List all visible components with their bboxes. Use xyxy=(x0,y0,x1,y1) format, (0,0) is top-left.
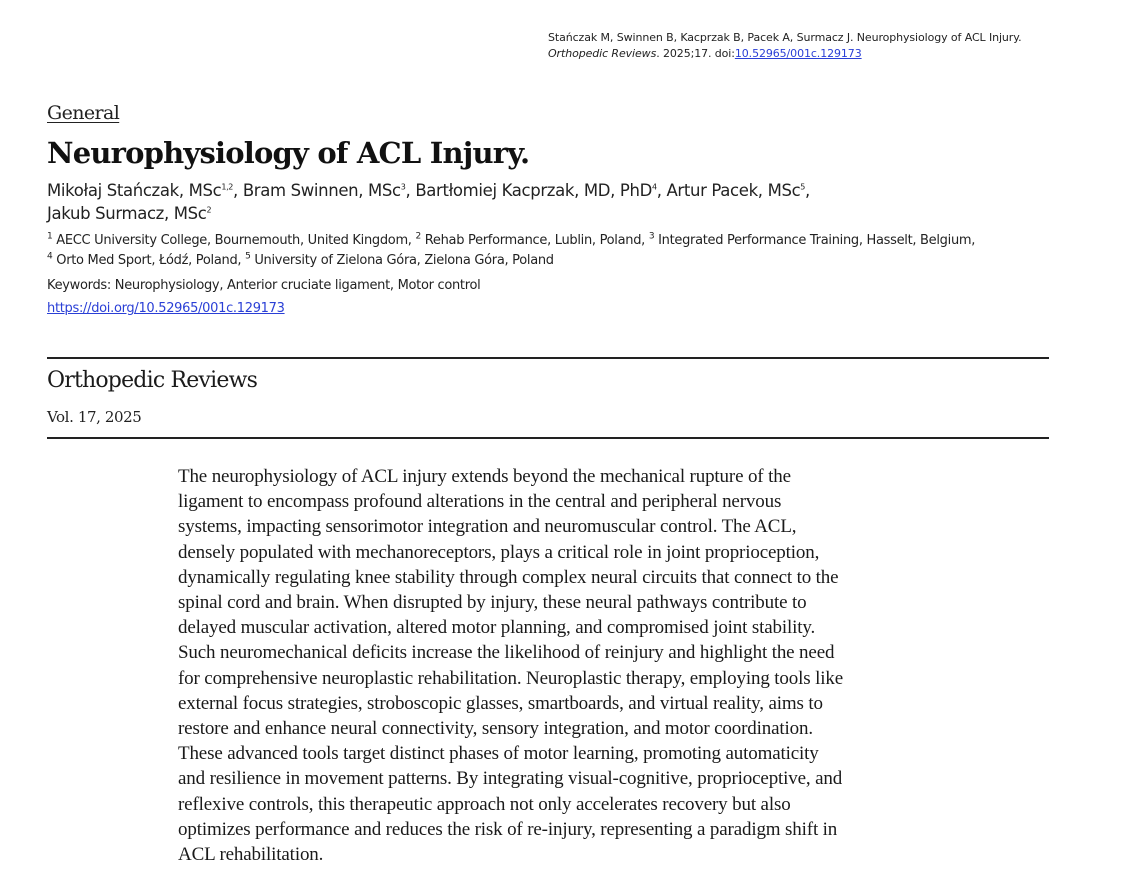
abstract-line: Such neuromechanical deficits increase the likelihood of reinjury and highlight the need xyxy=(178,642,835,664)
abstract-line: The neurophysiology of ACL injury extends beyond the mechanical rupture of the xyxy=(178,466,791,487)
citation-text: Stańczak M, Swinnen B, Kacprzak B, Pacek A, Surmacz J. Neurophysiology of ACL Injury. xyxy=(548,31,1022,44)
abstract xyxy=(178,464,938,867)
affiliation: $^2$ Rehab Performance, Lublin, Poland, xyxy=(415,231,649,248)
abstract-line: ACL rehabilitation. xyxy=(178,844,324,866)
abstract-line: restore and enhance neural connectivity, sensory integration, and motor coordination. xyxy=(178,718,813,740)
affiliation-list xyxy=(47,231,1057,271)
citation-doi-link[interactable]: 10.52965/001c.129173 xyxy=(734,47,862,60)
author: Bram Swinnen, MSc$^3$, xyxy=(242,181,416,200)
affiliation: $^3$ Integrated Performance Training, Hasselt, Belgium, xyxy=(648,231,976,248)
abstract-line: optimizes performance and reduces the risk of re-injury, representing a paradigm shift in xyxy=(178,818,838,840)
journal-name: Orthopedic Reviews xyxy=(47,368,258,393)
abstract-line: external focus strategies, stroboscopic glasses, smartboards, and virtual reality, aims to xyxy=(178,692,823,714)
divider-top xyxy=(47,357,1049,359)
author: Bartłomiej Kacprzak, MD, PhD$^4$, xyxy=(415,181,667,200)
running-head-citation xyxy=(548,30,1068,62)
article-title: Neurophysiology of ACL Injury. xyxy=(47,136,530,170)
article-header xyxy=(47,102,1057,317)
abstract-line: spinal cord and brain. When disrupted by injury, these neural pathways contribute to xyxy=(178,592,807,614)
keywords: Keywords: Neurophysiology, Anterior cruciate ligament, Motor control xyxy=(47,278,481,293)
affiliation: $^1$ AECC University College, Bournemouth, United Kingdom, xyxy=(47,231,416,248)
abstract-line: densely populated with mechanoreceptors, plays a critical role in joint proprioception, xyxy=(178,541,820,563)
citation-journal: Orthopedic Reviews xyxy=(548,47,657,60)
affiliation: $^4$ Orto Med Sport, Łódź, Poland, xyxy=(47,251,246,268)
author: Jakub Surmacz, MSc$^2$ xyxy=(47,204,212,223)
affiliation: $^5$ University of Zielona Góra, Zielona Góra, Poland xyxy=(245,251,554,268)
citation-journal-line xyxy=(548,46,1068,62)
author: Artur Pacek, MSc$^5$, xyxy=(666,181,810,200)
divider-bottom xyxy=(47,437,1049,439)
citation-details: . 2025;17. doi: xyxy=(656,47,735,60)
abstract-line: reflexive controls, this therapeutic approach not only accelerates recovery but also xyxy=(178,793,791,815)
abstract-line: ligament to encompass profound alterations in the central and peripheral nervous xyxy=(178,491,782,513)
abstract-line: systems, impacting sensorimotor integration and neuromuscular control. The ACL, xyxy=(178,516,797,538)
abstract-line: for comprehensive neuroplastic rehabilitation. Neuroplastic therapy, employing tools like xyxy=(178,667,844,689)
author-list xyxy=(47,179,1057,225)
doi-link[interactable]: https://doi.org/10.52965/001c.129173 xyxy=(47,301,285,316)
category-link[interactable]: General xyxy=(47,102,120,124)
abstract-line: and resilience in movement patterns. By integrating visual-cognitive, proprioceptive, and xyxy=(178,768,843,790)
abstract-line: dynamically regulating knee stability through complex neural circuits that connect to the xyxy=(178,566,839,588)
abstract-line: These advanced tools target distinct phases of motor learning, promoting automaticity xyxy=(178,743,819,765)
abstract-line: delayed muscular activation, altered motor planning, and compromised joint stability. xyxy=(178,617,816,639)
author: Mikołaj Stańczak, MSc$^{1,2}$, xyxy=(47,181,243,200)
journal-volume: Vol. 17, 2025 xyxy=(47,408,142,426)
